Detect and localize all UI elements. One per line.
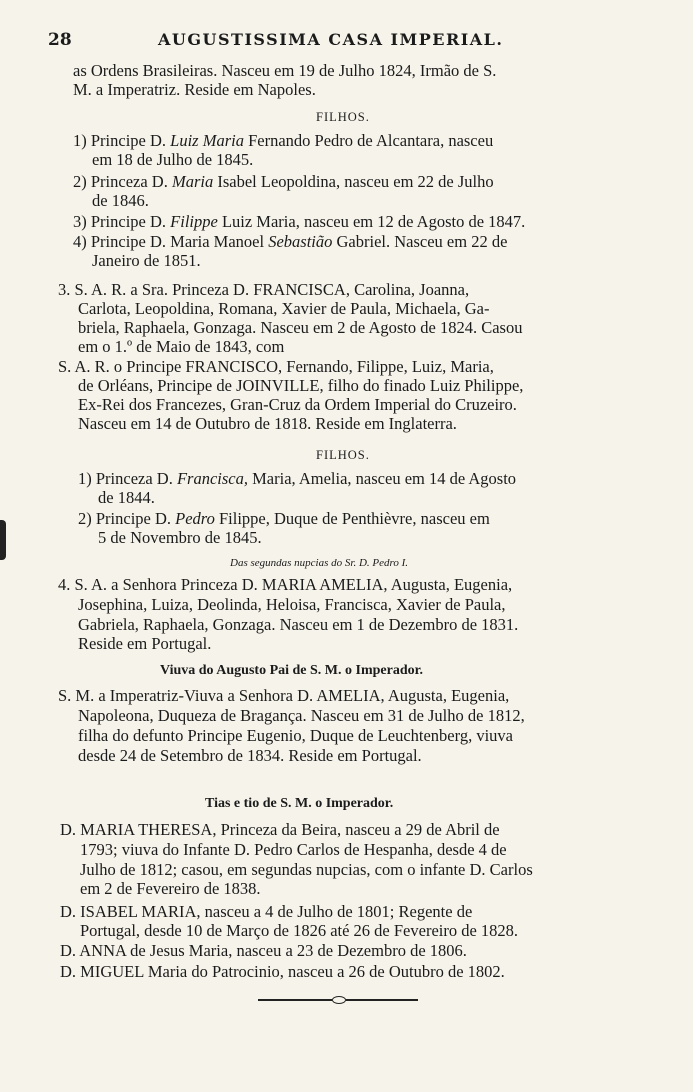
ornament-rule — [258, 996, 418, 1004]
text-line: Ex-Rei dos Francezes, Gran-Cruz da Ordem Imperial do Cruzeiro. — [78, 395, 517, 414]
list-item: 1) Princeza D. Francisca, Maria, Amelia, nasceu em 14 de Agosto — [78, 469, 517, 488]
text-line: 5 de Novembro de 1845. — [98, 528, 262, 547]
text-line: as Ordens Brasileiras. Nasceu em 19 de Julho 1824, Irmão de S. — [73, 61, 497, 80]
text-line: Napoleona, Duqueza de Bragança. Nasceu em 31 de Julho de 1812, — [78, 706, 525, 725]
scan-edge-mark — [0, 520, 6, 560]
text-line: M. a Imperatriz. Reside em Napoles. — [73, 80, 316, 99]
text-line: D. ISABEL MARIA, nasceu a 4 de Julho de 1801; Regente de — [60, 902, 473, 921]
ornament-rule-center — [332, 996, 346, 1004]
text-line: Julho de 1812; casou, em segundas nupcias, com o infante D. Carlos — [80, 860, 533, 879]
list-item: 2) Principe D. Pedro Filippe, Duque de Penthièvre, nasceu em — [78, 509, 490, 528]
text-line: filha do defunto Principe Eugenio, Duque de Leuchtenberg, viuva — [78, 726, 513, 745]
section-heading: FILHOS. — [316, 110, 370, 124]
text-line: de Orléans, Principe de JOINVILLE, filho do finado Luiz Philippe, — [78, 376, 524, 395]
text-line: Janeiro de 1851. — [92, 251, 201, 270]
text-line: 4. S. A. a Senhora Princeza D. MARIA AMELIA, Augusta, Eugenia, — [58, 575, 513, 594]
text-line: D. MIGUEL Maria do Patrocinio, nasceu a 26 de Outubro de 1802. — [60, 962, 505, 981]
list-item: 1) Principe D. Luiz Maria Fernando Pedro de Alcantara, nasceu — [73, 131, 494, 150]
text-line: em 2 de Fevereiro de 1838. — [80, 879, 261, 898]
ornament-rule-right — [346, 999, 418, 1001]
text-line: D. MARIA THERESA, Princeza da Beira, nasceu a 29 de Abril de — [60, 820, 500, 839]
text-line: S. M. a Imperatriz-Viuva a Senhora D. AMELIA, Augusta, Eugenia, — [58, 686, 510, 705]
running-header — [0, 30, 693, 54]
running-title: AUGUSTISSIMA CASA IMPERIAL. — [158, 30, 504, 49]
list-item: 3) Principe D. Filippe Luiz Maria, nasceu em 12 de Agosto de 1847. — [73, 212, 526, 231]
text-line: Reside em Portugal. — [78, 634, 212, 653]
text-line: em o 1.º de Maio de 1843, com — [78, 337, 285, 356]
text-line: S. A. R. o Principe FRANCISCO, Fernando, Filippe, Luiz, Maria, — [58, 357, 494, 376]
section-heading: FILHOS. — [316, 448, 370, 462]
page-number: 28 — [48, 30, 72, 50]
section-heading: Viuva do Augusto Pai de S. M. o Imperador. — [160, 663, 424, 678]
text-line: Nasceu em 14 de Outubro de 1818. Reside em Inglaterra. — [78, 414, 457, 433]
text-line: desde 24 de Setembro de 1834. Reside em Portugal. — [78, 746, 422, 765]
text-line: Josephina, Luiza, Deolinda, Heloisa, Francisca, Xavier de Paula, — [78, 595, 506, 614]
text-line: em 18 de Julho de 1845. — [92, 150, 254, 169]
text-line: D. ANNA de Jesus Maria, nasceu a 23 de Dezembro de 1806. — [60, 941, 467, 960]
section-heading: Tias e tio de S. M. o Imperador. — [205, 796, 394, 811]
text-line: Portugal, desde 10 de Março de 1826 até 26 de Fevereiro de 1828. — [80, 921, 519, 940]
text-line: 1793; viuva do Infante D. Pedro Carlos de Hespanha, desde 4 de — [80, 840, 507, 859]
section-note: Das segundas nupcias do Sr. D. Pedro I. — [230, 557, 409, 569]
text-line: briela, Raphaela, Gonzaga. Nasceu em 2 de Agosto de 1824. Casou — [78, 318, 523, 337]
text-line: de 1844. — [98, 488, 155, 507]
text-line: Gabriela, Raphaela, Gonzaga. Nasceu em 1 de Dezembro de 1831. — [78, 615, 519, 634]
list-item: 2) Princeza D. Maria Isabel Leopoldina, nasceu em 22 de Julho — [73, 172, 494, 191]
text-line: 3. S. A. R. a Sra. Princeza D. FRANCISCA, Carolina, Joanna, — [58, 280, 470, 299]
text-line: de 1846. — [92, 191, 149, 210]
text-line: Carlota, Leopoldina, Romana, Xavier de Paula, Michaela, Ga- — [78, 299, 490, 318]
ornament-rule-left — [258, 999, 332, 1001]
list-item: 4) Principe D. Maria Manoel Sebastião Gabriel. Nasceu em 22 de — [73, 232, 508, 251]
